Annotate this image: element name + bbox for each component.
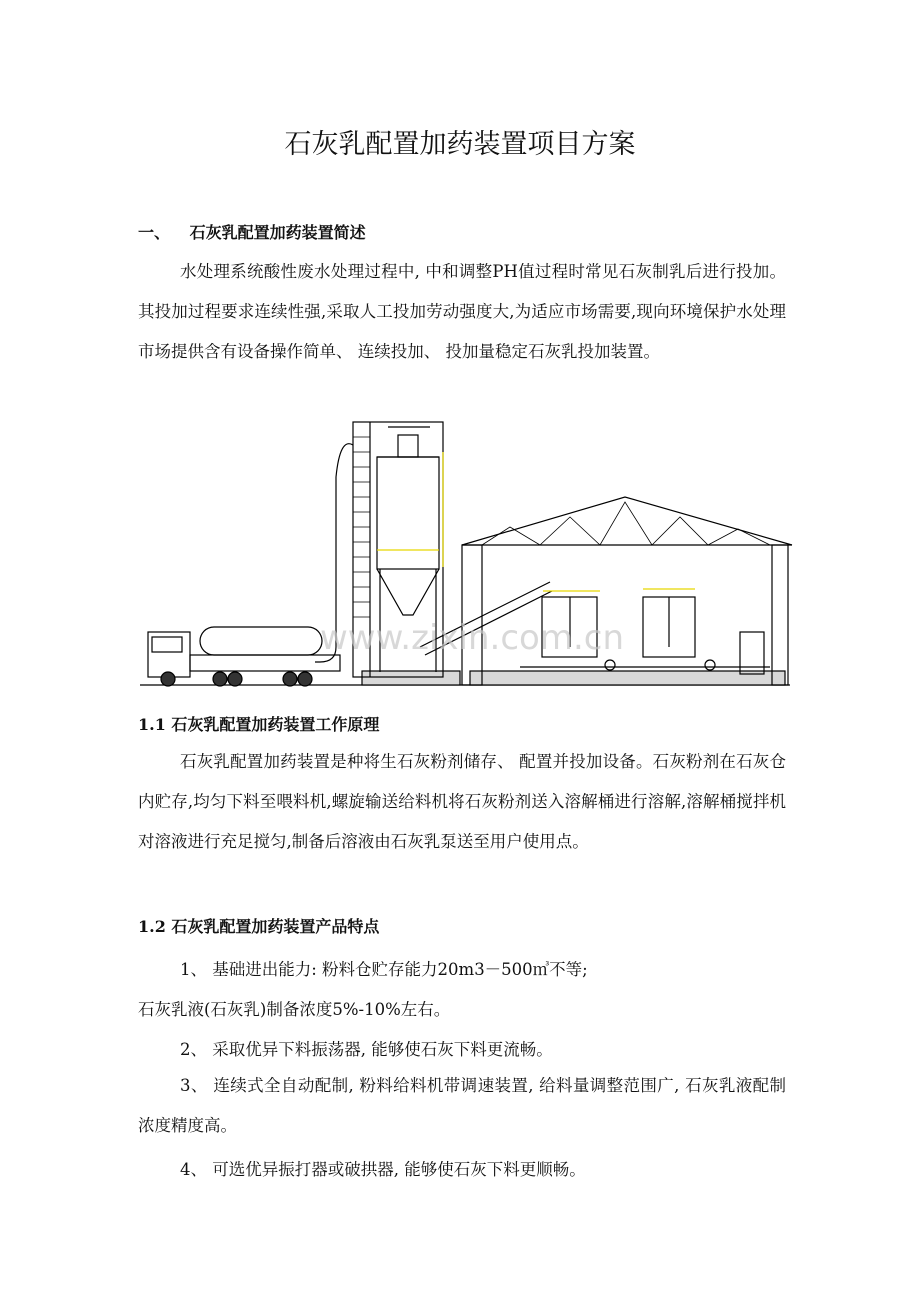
section-title: 石灰乳配置加药装置简述 xyxy=(189,223,366,242)
feature-item-1-continued: 石灰乳液(石灰乳)制备浓度5%-10%左右。 xyxy=(138,1000,451,1019)
feature-item-3: 3、 连续式全自动配制, 粉料给料机带调速装置, 给料量调整范围广, 石灰乳液配制浓度精度高。 xyxy=(138,1076,786,1135)
intro-paragraph: 水处理系统酸性废水处理过程中, 中和调整PH值过程时常见石灰制乳后进行投加。其投加过程要求连续性强,采取人工投加劳动强度大,为适应市场需要,现向环境保护水处理市场提供含有设备操作简单、 连续投加、 投加量稳定石灰乳投加装置。 xyxy=(138,262,786,361)
section-heading-1-2: 1.2 石灰乳配置加药装置产品特点 xyxy=(138,917,380,936)
watermark-text: www.zixin.com.cn xyxy=(320,618,624,658)
principle-paragraph: 石灰乳配置加药装置是种将生石灰粉剂储存、 配置并投加设备。石灰粉剂在石灰仓内贮存,均匀下料至喂料机,螺旋输送给料机将石灰粉剂送入溶解桶进行溶解,溶解桶搅拌机对溶液进行充足搅匀,制备后溶液由石灰乳泵送至用户使用点。 xyxy=(138,752,786,851)
section-heading-1 xyxy=(138,220,366,243)
section-heading-1-1: 1.1 石灰乳配置加药装置工作原理 xyxy=(138,715,380,734)
document-title: 石灰乳配置加药装置项目方案 xyxy=(284,129,636,160)
equipment-diagram xyxy=(140,417,794,692)
feature-item-2: 2、 采取优异下料振荡器, 能够使石灰下料更流畅。 xyxy=(180,1040,553,1059)
section-number: 一、 xyxy=(138,223,171,242)
feature-item-4: 4、 可选优异振打器或破拱器, 能够使石灰下料更顺畅。 xyxy=(180,1160,586,1179)
feature-item-1: 1、 基础进出能力: 粉料仓贮存能力20m3－500㎥不等; xyxy=(180,960,588,979)
